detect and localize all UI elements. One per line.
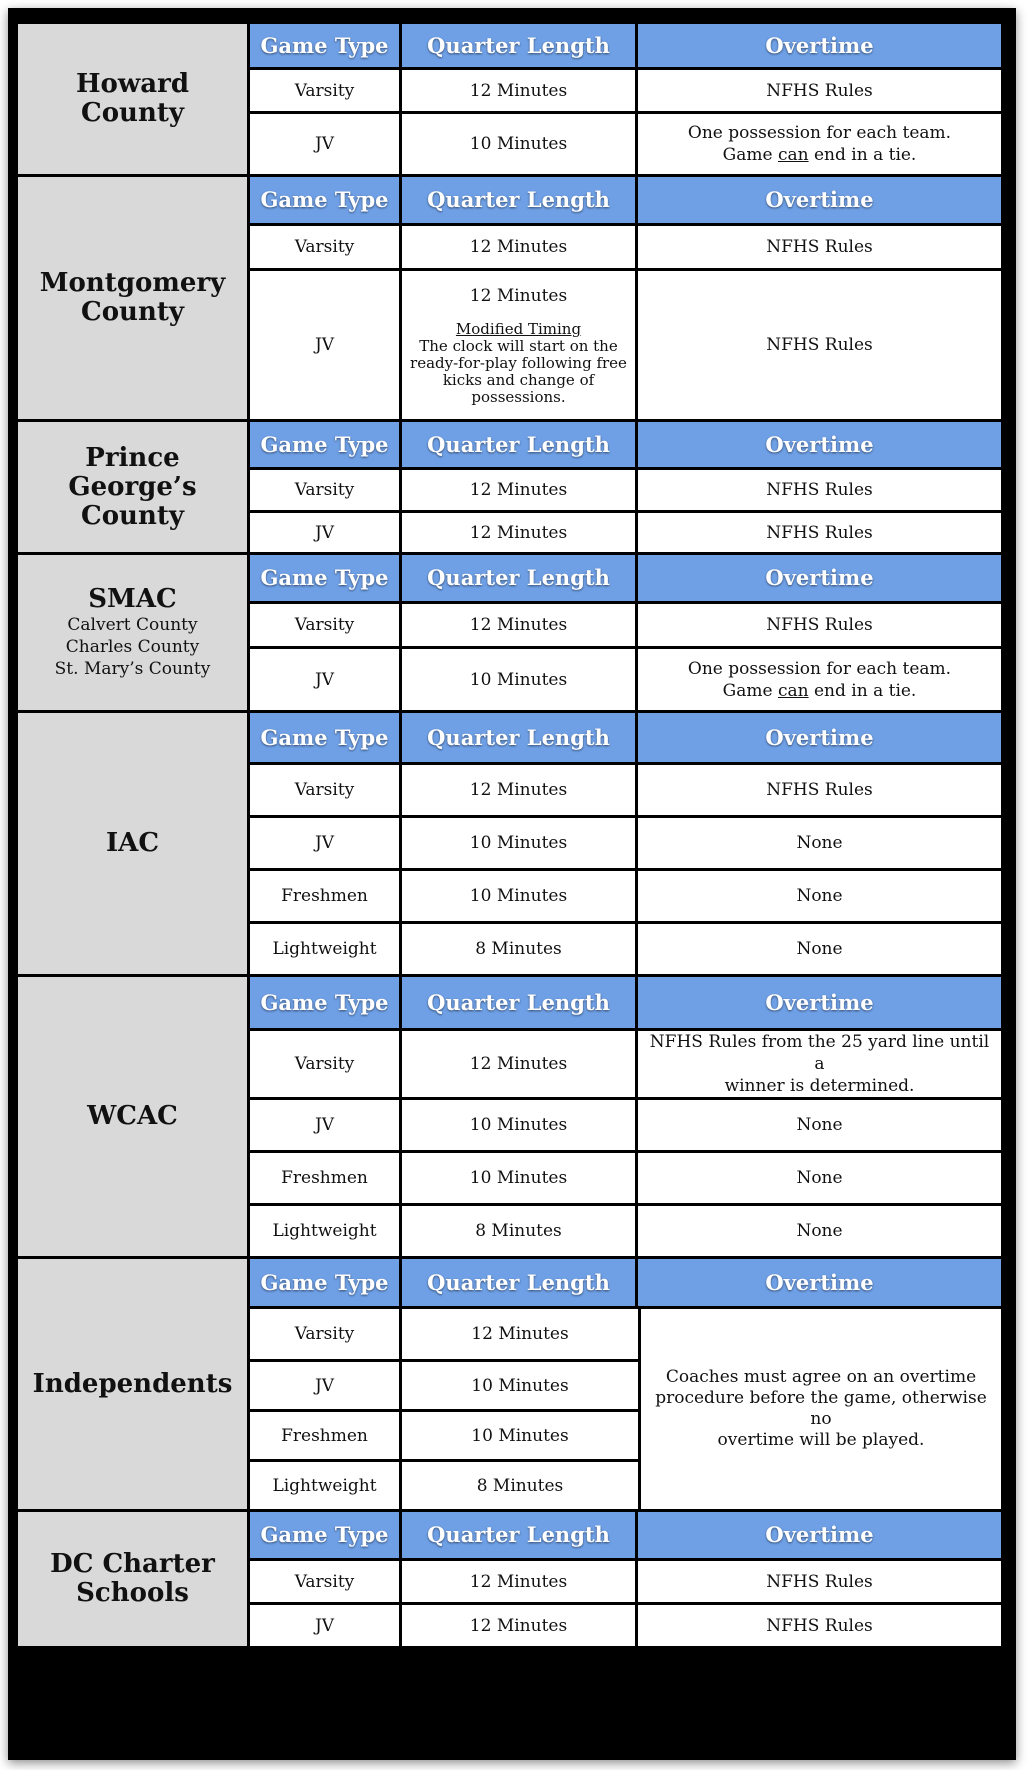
overtime-cell: NFHS Rules (638, 1561, 1001, 1602)
quarter-length-cell: 12 Minutes (402, 226, 638, 268)
table-row (250, 1309, 638, 1359)
section-label (18, 1259, 250, 1509)
overtime-cell: NFHS Rules (638, 271, 1001, 419)
section-subtitle: Calvert County (67, 615, 198, 635)
table-row (250, 223, 1001, 268)
quarter-length-cell: 12 Minutes (402, 604, 638, 646)
quarter-length-cell: 12 Minutes (402, 1605, 638, 1646)
quarter-length-cell: 8 Minutes (402, 1462, 638, 1509)
text-span: end in a tie. (808, 145, 917, 165)
header-quarter-length: Quarter Length (402, 24, 638, 67)
table-row (250, 762, 1001, 815)
quarter-length-cell: 12 Minutes (402, 1031, 638, 1097)
overtime-cell: NFHS Rules (638, 604, 1001, 646)
game-type-cell: Lightweight (250, 1206, 402, 1256)
quarter-length-cell: 10 Minutes (402, 1153, 638, 1203)
section-name: IAC (105, 828, 160, 858)
modified-timing-line: possessions. (471, 387, 566, 406)
section-label (18, 422, 250, 552)
overtime-line: One possession for each team. (687, 658, 952, 679)
table-row (250, 815, 1001, 868)
section-label (18, 24, 250, 174)
header-row (250, 555, 1001, 601)
quarter-length-cell: 12 Minutes (402, 470, 638, 510)
overtime-cell (638, 1031, 1001, 1097)
section-subtitle: Charles County (65, 637, 200, 657)
game-type-cell: Varsity (250, 470, 402, 510)
game-type-cell: Varsity (250, 1561, 402, 1602)
section-name: Prince George’s (68, 442, 197, 502)
header-overtime: Overtime (638, 713, 1001, 762)
overtime-line (723, 680, 917, 702)
header-row (250, 1259, 1001, 1306)
game-type-cell: JV (250, 513, 402, 552)
overtime-line: NFHS Rules from the 25 yard line until a (649, 1032, 990, 1074)
header-quarter-length: Quarter Length (402, 713, 638, 762)
header-game-type: Game Type (250, 555, 402, 601)
overtime-cell: None (638, 924, 1001, 974)
table-row (250, 67, 1001, 111)
overtime-cell: NFHS Rules (638, 70, 1001, 111)
table-row (250, 1409, 638, 1459)
overtime-cell: NFHS Rules (638, 226, 1001, 268)
section-montgomery-county (18, 177, 1001, 422)
table-row (250, 510, 1001, 552)
section-name: Independents (32, 1368, 233, 1399)
overtime-cell: None (638, 871, 1001, 921)
overtime-rules-table (18, 24, 1001, 1646)
overtime-cell: None (638, 1153, 1001, 1203)
quarter-length-cell: 8 Minutes (402, 924, 638, 974)
modified-timing-line: ready-for-play following free (410, 353, 627, 372)
header-game-type: Game Type (250, 1512, 402, 1558)
quarter-length-cell: 10 Minutes (402, 871, 638, 921)
header-overtime: Overtime (638, 177, 1001, 223)
game-type-cell: Varsity (250, 70, 402, 111)
game-type-cell: JV (250, 1100, 402, 1150)
overtime-line: winner is determined. (724, 1076, 915, 1096)
quarter-length-cell: 10 Minutes (402, 114, 638, 174)
section-name: DC Charter (50, 1549, 215, 1579)
overtime-cell: NFHS Rules (638, 513, 1001, 552)
game-type-cell: JV (250, 271, 402, 419)
game-type-cell: JV (250, 1605, 402, 1646)
table-row (250, 1359, 638, 1409)
quarter-length-cell: 10 Minutes (402, 1362, 638, 1409)
header-quarter-length: Quarter Length (402, 555, 638, 601)
section-name: County (81, 98, 184, 128)
section-smac (18, 555, 1001, 713)
header-quarter-length: Quarter Length (402, 422, 638, 467)
underlined-word: can (777, 680, 809, 701)
section-name: Schools (76, 1578, 189, 1608)
header-row (250, 24, 1001, 67)
overtime-cell: None (638, 1206, 1001, 1256)
overtime-line (723, 144, 917, 166)
section-label (18, 555, 250, 710)
modified-timing-title: Modified Timing (455, 319, 582, 338)
header-overtime: Overtime (638, 24, 1001, 67)
overtime-cell: NFHS Rules (638, 765, 1001, 815)
quarter-length-cell: 10 Minutes (402, 818, 638, 868)
header-overtime: Overtime (638, 1512, 1001, 1558)
header-game-type: Game Type (250, 1259, 402, 1306)
quarter-length-cell: 8 Minutes (402, 1206, 638, 1256)
quarter-length-cell: 12 Minutes (402, 765, 638, 815)
table-row (250, 868, 1001, 921)
header-game-type: Game Type (250, 177, 402, 223)
section-subtitle: St. Mary’s County (54, 659, 211, 679)
modified-timing-line: The clock will start on the (419, 336, 618, 355)
section-iac (18, 713, 1001, 977)
game-type-cell: Freshmen (250, 1412, 402, 1459)
section-name: SMAC (88, 584, 177, 614)
table-row (250, 1602, 1001, 1646)
section-prince-georges-county (18, 422, 1001, 555)
header-game-type: Game Type (250, 713, 402, 762)
section-name: County (81, 500, 184, 531)
section-name: WCAC (87, 1101, 178, 1131)
overtime-merged-cell (641, 1309, 1001, 1509)
table-row (250, 1097, 1001, 1150)
header-quarter-length: Quarter Length (402, 1259, 638, 1306)
table-row (250, 467, 1001, 510)
header-overtime: Overtime (638, 422, 1001, 467)
table-row (250, 111, 1001, 174)
game-type-cell: JV (250, 818, 402, 868)
section-howard-county (18, 24, 1001, 177)
section-label (18, 177, 250, 419)
game-type-cell: Freshmen (250, 1153, 402, 1203)
overtime-cell (638, 649, 1001, 710)
header-game-type: Game Type (250, 422, 402, 467)
quarter-length-cell: 12 Minutes (402, 1309, 638, 1359)
header-quarter-length: Quarter Length (402, 977, 638, 1028)
overtime-line: overtime will be played. (717, 1430, 925, 1450)
game-type-cell: Lightweight (250, 1462, 402, 1509)
section-name: Montgomery (39, 268, 226, 298)
merged-rows (250, 1306, 1001, 1509)
header-overtime: Overtime (638, 977, 1001, 1028)
game-type-cell: JV (250, 649, 402, 710)
quarter-length-cell: 12 Minutes (402, 513, 638, 552)
section-dc-charter-schools (18, 1512, 1001, 1646)
quarter-length-cell: 10 Minutes (402, 1100, 638, 1150)
overtime-cell: None (638, 818, 1001, 868)
header-row (250, 177, 1001, 223)
quarter-length-cell: 10 Minutes (402, 1412, 638, 1459)
game-type-cell: Lightweight (250, 924, 402, 974)
game-type-cell: JV (250, 114, 402, 174)
section-label (18, 713, 250, 974)
table-row (250, 601, 1001, 646)
underlined-word: can (777, 145, 809, 165)
quarter-length-value: 12 Minutes (469, 285, 568, 306)
overtime-cell: None (638, 1100, 1001, 1150)
table-row (250, 1558, 1001, 1602)
overtime-cell (638, 114, 1001, 174)
overtime-cell: NFHS Rules (638, 470, 1001, 510)
overtime-line: One possession for each team. (687, 123, 952, 143)
game-type-cell: Freshmen (250, 871, 402, 921)
overtime-line: Coaches must agree on an overtime (665, 1367, 977, 1387)
quarter-length-cell: 10 Minutes (402, 649, 638, 710)
table-row (250, 268, 1001, 419)
game-type-cell: Varsity (250, 1309, 402, 1359)
overtime-cell: NFHS Rules (638, 1605, 1001, 1646)
game-type-cell: Varsity (250, 1031, 402, 1097)
table-row (250, 1028, 1001, 1097)
quarter-length-cell: 12 Minutes (402, 1561, 638, 1602)
table-row (250, 646, 1001, 710)
table-row (250, 1459, 638, 1509)
text-span: end in a tie. (808, 680, 917, 701)
section-wcac (18, 977, 1001, 1259)
game-type-cell: JV (250, 1362, 402, 1409)
overtime-line: procedure before the game, otherwise no (655, 1388, 987, 1429)
text-span: Game (722, 145, 778, 165)
header-overtime: Overtime (638, 555, 1001, 601)
header-overtime: Overtime (638, 1259, 1001, 1306)
section-independents (18, 1259, 1001, 1512)
header-row (250, 713, 1001, 762)
game-type-cell: Varsity (250, 765, 402, 815)
header-quarter-length: Quarter Length (402, 177, 638, 223)
section-name: Howard (75, 69, 189, 99)
section-label (18, 1512, 250, 1646)
header-row (250, 422, 1001, 467)
game-type-cell: Varsity (250, 226, 402, 268)
header-row (250, 977, 1001, 1028)
section-name: County (81, 297, 184, 327)
quarter-length-cell: 12 Minutes (402, 70, 638, 111)
text-span: Game (722, 680, 778, 701)
section-label (18, 977, 250, 1256)
header-game-type: Game Type (250, 977, 402, 1028)
modified-timing-line: kicks and change of (442, 370, 595, 389)
quarter-length-cell (402, 271, 638, 419)
table-row (250, 1203, 1001, 1256)
game-type-cell: Varsity (250, 604, 402, 646)
table-row (250, 1150, 1001, 1203)
table-row (250, 921, 1001, 974)
header-row (250, 1512, 1001, 1558)
header-quarter-length: Quarter Length (402, 1512, 638, 1558)
merged-left-column (250, 1309, 641, 1509)
header-game-type: Game Type (250, 24, 402, 67)
